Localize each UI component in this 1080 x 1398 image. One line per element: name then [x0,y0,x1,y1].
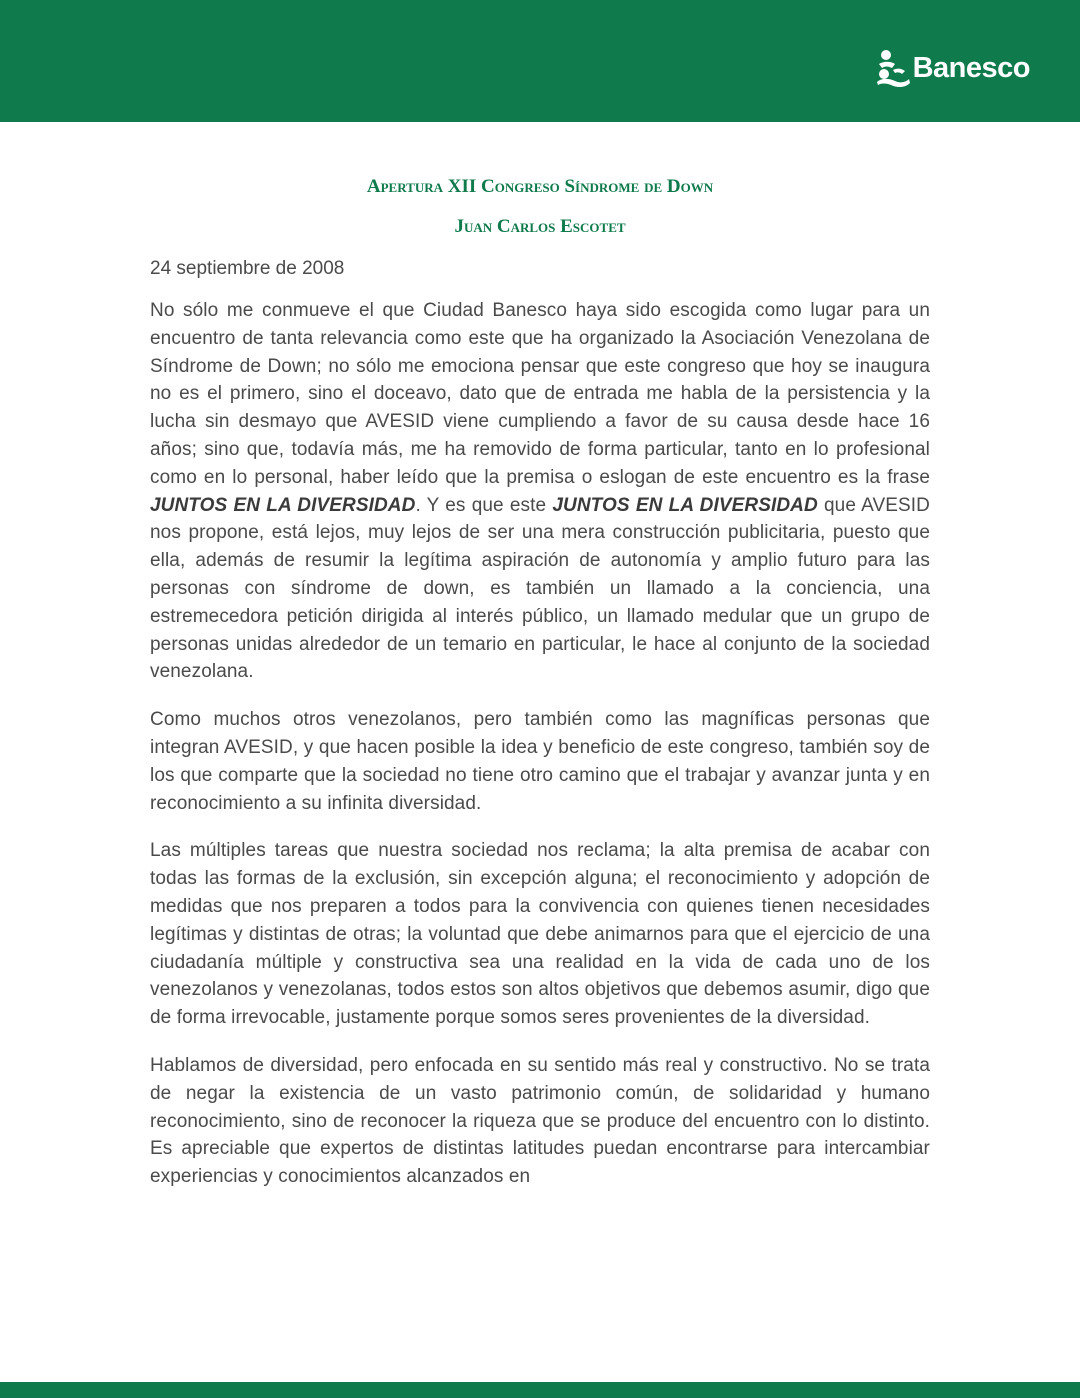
paragraph-1-text-c: que AVESID nos propone, está lejos, muy lejos de ser una mera construcción publicitaria, puesto que ella, además de resumir la legítima aspiración de autonomía y amplio futuro para las personas con síndrome de down, es también un llamado a la conciencia, una estremecedora petición dirigida al interés público, un llamado medular que un grupo de personas unidas alrededor de un temario en particular, le hace al conjunto de la sociedad venezolana. [150,494,931,683]
paragraph-1-text-a: No sólo me conmueve el que Ciudad Banesco haya sido escogida como lugar para un encuentro de tanta relevancia como este que ha organizado la Asociación Venezolana de Síndrome de Down; no sólo me emociona pensar que este congreso que hoy se inaugura no es el primero, sino el doceavo, dato que de entrada me habla de la persistencia y la lucha sin desmayo que AVESID viene cumpliendo a favor de su causa desde hace 16 años; sino que, todavía más, me ha removido de forma particular, tanto en lo profesional como en lo personal, haber leído que la premisa o eslogan de este encuentro es la frase [150,300,930,488]
paragraph-4: Hablamos de diversidad, pero enfocada en su sentido más real y constructivo. No se trata de negar la existencia de un vasto patrimonio común, de solidaridad y humano reconocimiento, sino de reconocer la riqueza que se produce del encuentro con lo distinto. Es apreciable que expertos de distintas latitudes puedan encontrarse para intercambiar experiencias y conocimientos alcanzados en [150,1054,930,1188]
paragraph-1-emphasis-1: JUNTOS EN LA DIVERSIDAD [150,494,416,516]
paragraph-1-text-b: . Y es que este [415,494,553,516]
paragraph-1 [150,297,930,686]
paragraph-2: Como muchos otros venezolanos, pero también como las magníficas personas que integran AVESID, y que hacen posible la idea y beneficio de este congreso, también soy de los que comparte que la sociedad no tiene otro camino que el trabajar y avanzar junta y en reconocimiento a su infinita diversidad. [150,709,930,814]
banesco-logo [875,48,1030,88]
brand-name: Banesco [912,51,1030,84]
paragraph-1-emphasis-2: JUNTOS EN LA DIVERSIDAD [552,494,818,516]
footer-band [0,1382,1080,1398]
document-title: Apertura XII Congreso Síndrome de Down [366,176,714,197]
document-author: Juan Carlos Escotet [454,216,626,237]
banesco-people-icon [875,48,911,88]
paragraph-3: Las múltiples tareas que nuestra sociedad nos reclama; la alta premisa de acabar con todas las formas de la exclusión, sin excepción alguna; el reconocimiento y adopción de medidas que nos preparen a todos para la convivencia con quienes tienen necesidades legítimas y distintas de otras; la voluntad que debe animarnos para que el ejercicio de una ciudadanía múltiple y constructiva sea una realidad en la vida de cada uno de los venezolanos y venezolanas, todos estos son altos objetivos que debemos asumir, digo que de forma irrevocable, justamente porque somos seres provenientes de la diversidad. [150,840,930,1029]
document-date: 24 septiembre de 2008 [150,258,345,279]
header-band [0,0,1080,122]
document-body [150,173,930,1191]
